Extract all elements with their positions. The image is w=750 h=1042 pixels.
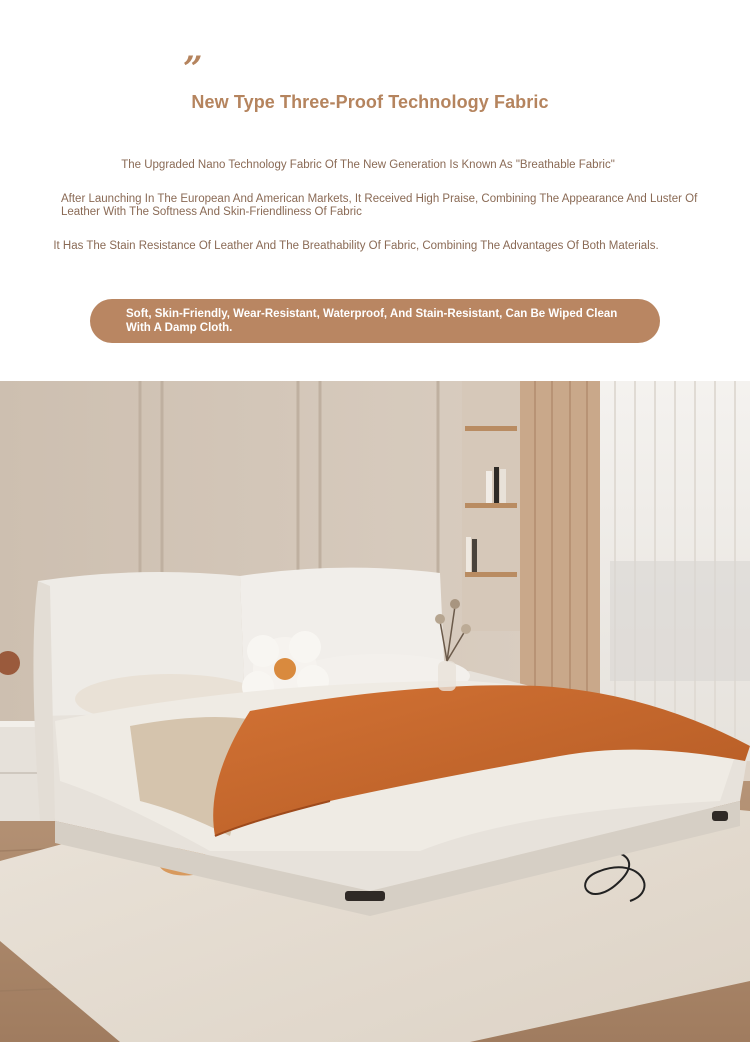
description-paragraph: It Has The Stain Resistance Of Leather And The Breathability Of Fabric, Combining The Advantages Of Both Materials. xyxy=(53,240,659,252)
wall-shelf-niche xyxy=(462,381,520,631)
feature-highlight-pill: Soft, Skin-Friendly, Wear-Resistant, Waterproof, And Stain-Resistant, Can Be Wiped Clean With A Damp Cloth. xyxy=(90,299,660,343)
description-paragraph: After Launching In The European And American Markets, It Received High Praise, Combining The Appearance And Luster Of Leather With The Softness And Skin-Friendliness Of Fabric xyxy=(61,193,698,218)
bedroom-product-photo xyxy=(0,381,750,1042)
quote-mark: ” xyxy=(183,49,203,89)
description-paragraph: The Upgraded Nano Technology Fabric Of The New Generation Is Known As "Breathable Fabric" xyxy=(121,159,615,171)
section-title: New Type Three-Proof Technology Fabric xyxy=(191,92,549,112)
